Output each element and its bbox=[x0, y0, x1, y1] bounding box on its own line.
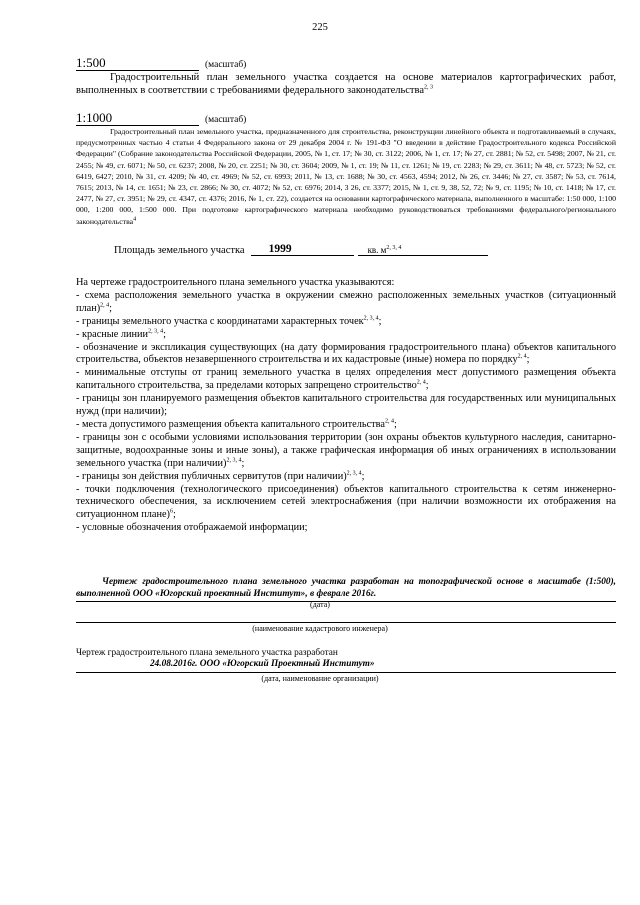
list-item: - точки подключения (технологического присоединения) объектов капитального строительства к сетям инженерно-технического обеспечения, за исключением сетей электроснабжения (при наличии возможности их отображения на ситуационном плане)$^6$; bbox=[76, 483, 616, 521]
footnote-ref: 2, 3, 4 bbox=[386, 245, 402, 251]
land-area-label: Площадь земельного участка bbox=[114, 245, 245, 256]
scale-row-1 bbox=[76, 55, 246, 71]
list-item: - условные обозначения отображаемой информации; bbox=[76, 522, 308, 534]
scale-value-1: 1:500 bbox=[76, 55, 199, 71]
paragraph-text: Градостроительный план земельного участка, предназначенного для строительства, реконструкции линейного объекта и подготавливаемый в случаях, предусмотренных частью 4 статьи 4 Федерального закона от 29 декабря 2004 г. № 191-ФЗ "О введении в действие Градостроительного кодекса Российской Федерации" (Собрание законодательства Российской Федерации, 2005, № 1, ст. 17; № 30, ст. 3122; 2006, № 1, ст. 17; № 27, ст. 2881; № 52, ст. 5498; 2007, № 21, ст. 2455; № 49, ст. 6071; № 50, ст. 6237; 2008, № 20, ст. 2251; № 30, ст. 3604; 2009, № 1, ст. 19; № 11, ст. 1261; № 19, ст. 2283; № 29, ст. 3611; № 48, ст. 5723; № 52, ст. 6419, 6427; 2010, № 31, ст. 4209; № 40, ст. 4969; № 52, ст. 6993; 2011, № 13, ст. 1688; № 30, ст. 4563, 4594; 2012, № 26, ст. 3446; № 27, ст. 3587; № 53, ст. 7614, 7615; 2013, № 14, ст. 1651; № 23, ст. 2866; № 30, ст. 4072; № 52, ст. 6976; 2014, 3 26, ст. 3377; 2015, № 1, ст. 9, 38, 52, 72; № 9, ст. 1195; № 10, ст. 1418; № 17, ст. 2477, № 27, ст. 3951; № 29, ст. 4347, ст. 4376; 2016, № 1, ст. 22), создается на основании картографического материала, выполненного в масштабе: 1:50 000, 1:100 000, 1:200 000, 1:500 000. При подготовке картографического материала необходимо руководствоваться требованиями федерального/регионального законодательства bbox=[76, 127, 616, 226]
land-area-row bbox=[114, 243, 488, 256]
underline bbox=[76, 672, 616, 673]
underline bbox=[76, 622, 616, 623]
scale-label-2: (масштаб) bbox=[205, 115, 247, 125]
paragraph-cartographic-basis bbox=[76, 71, 616, 97]
footnote-ref: 4 bbox=[133, 216, 137, 223]
list-item: - места допустимого размещения объекта капитального строительства$^{2, 4}$; bbox=[76, 418, 397, 430]
drawing-contents-list bbox=[76, 277, 616, 535]
list-item: - минимальные отступы от границ земельного участка в целях определения мест допустимого размещения объекта капитального строительства, за пределами которых запрещено строительство$^{2, 4}$; bbox=[76, 367, 616, 392]
list-heading: На чертеже градостроительного плана земельного участка указываются: bbox=[76, 277, 395, 288]
land-area-unit: кв. м bbox=[367, 245, 387, 255]
list-item: - границы зон планируемого размещения объектов капитального строительства для государственных или муниципальных нужд (при наличии); bbox=[76, 393, 616, 418]
scale-value-2: 1:1000 bbox=[76, 110, 199, 126]
list-item: - обозначение и экспликация существующих (на дату формирования градостроительного плана) объектов капитального строительства, объектов незавершенного строительства и их кадастровые (иные) номера по порядку$^{2, 4}$; bbox=[76, 341, 616, 366]
caption-engineer: (наименование кадастрового инженера) bbox=[252, 624, 388, 633]
scale-label-1: (масштаб) bbox=[205, 60, 247, 70]
prepared-by-value: 24.08.2016г. ООО «Югорский Проектный Институт» bbox=[150, 659, 375, 669]
page-number: 225 bbox=[312, 22, 328, 33]
paragraph-text: Градостроительный план земельного участка создается на основе материалов картографических работ, выполненных в соответствии с требованиями федерального законодательства bbox=[76, 72, 616, 96]
paragraph-linear-object bbox=[76, 126, 616, 227]
caption-organization: (дата, наименование организации) bbox=[261, 674, 379, 683]
list-item: - схема расположения земельного участка в окружении смежно расположенных земельных участков (ситуационный план)$^{2, 4}$; bbox=[76, 289, 616, 314]
land-area-unit-cell bbox=[358, 245, 488, 256]
caption-date: (дата) bbox=[310, 600, 330, 609]
list-item: - границы зон действия публичных сервитутов (при наличии)$^{2, 3, 4}$; bbox=[76, 470, 365, 482]
list-item: - границы зон с особыми условиями использования территории (зон охраны объектов культурного наследия, санитарно-защитные, водоохранные зоны и иные зоны), а также графическая информация об иных ограничениях в использовании земельного участка (при наличии)$^{2, 3, 4}$; bbox=[76, 431, 616, 469]
prepared-by-label: Чертеж градостроительного плана земельного участка разработан bbox=[76, 648, 338, 658]
scale-row-2 bbox=[76, 110, 246, 126]
footnote-ref: 2, 3 bbox=[424, 84, 433, 91]
list-item: - границы земельного участка с координатами характерных точек$^{2, 3, 4}$; bbox=[76, 315, 382, 327]
land-area-value: 1999 bbox=[251, 243, 354, 256]
list-item: - красные линии$^{2, 3, 4}$; bbox=[76, 328, 166, 340]
topographic-basis-note: Чертеж градостроительного плана земельного участка разработан на топографической основе в масштабе (1:500), выполненной ООО «Югорский проектный Институт», в феврале 2016г. bbox=[76, 577, 616, 599]
